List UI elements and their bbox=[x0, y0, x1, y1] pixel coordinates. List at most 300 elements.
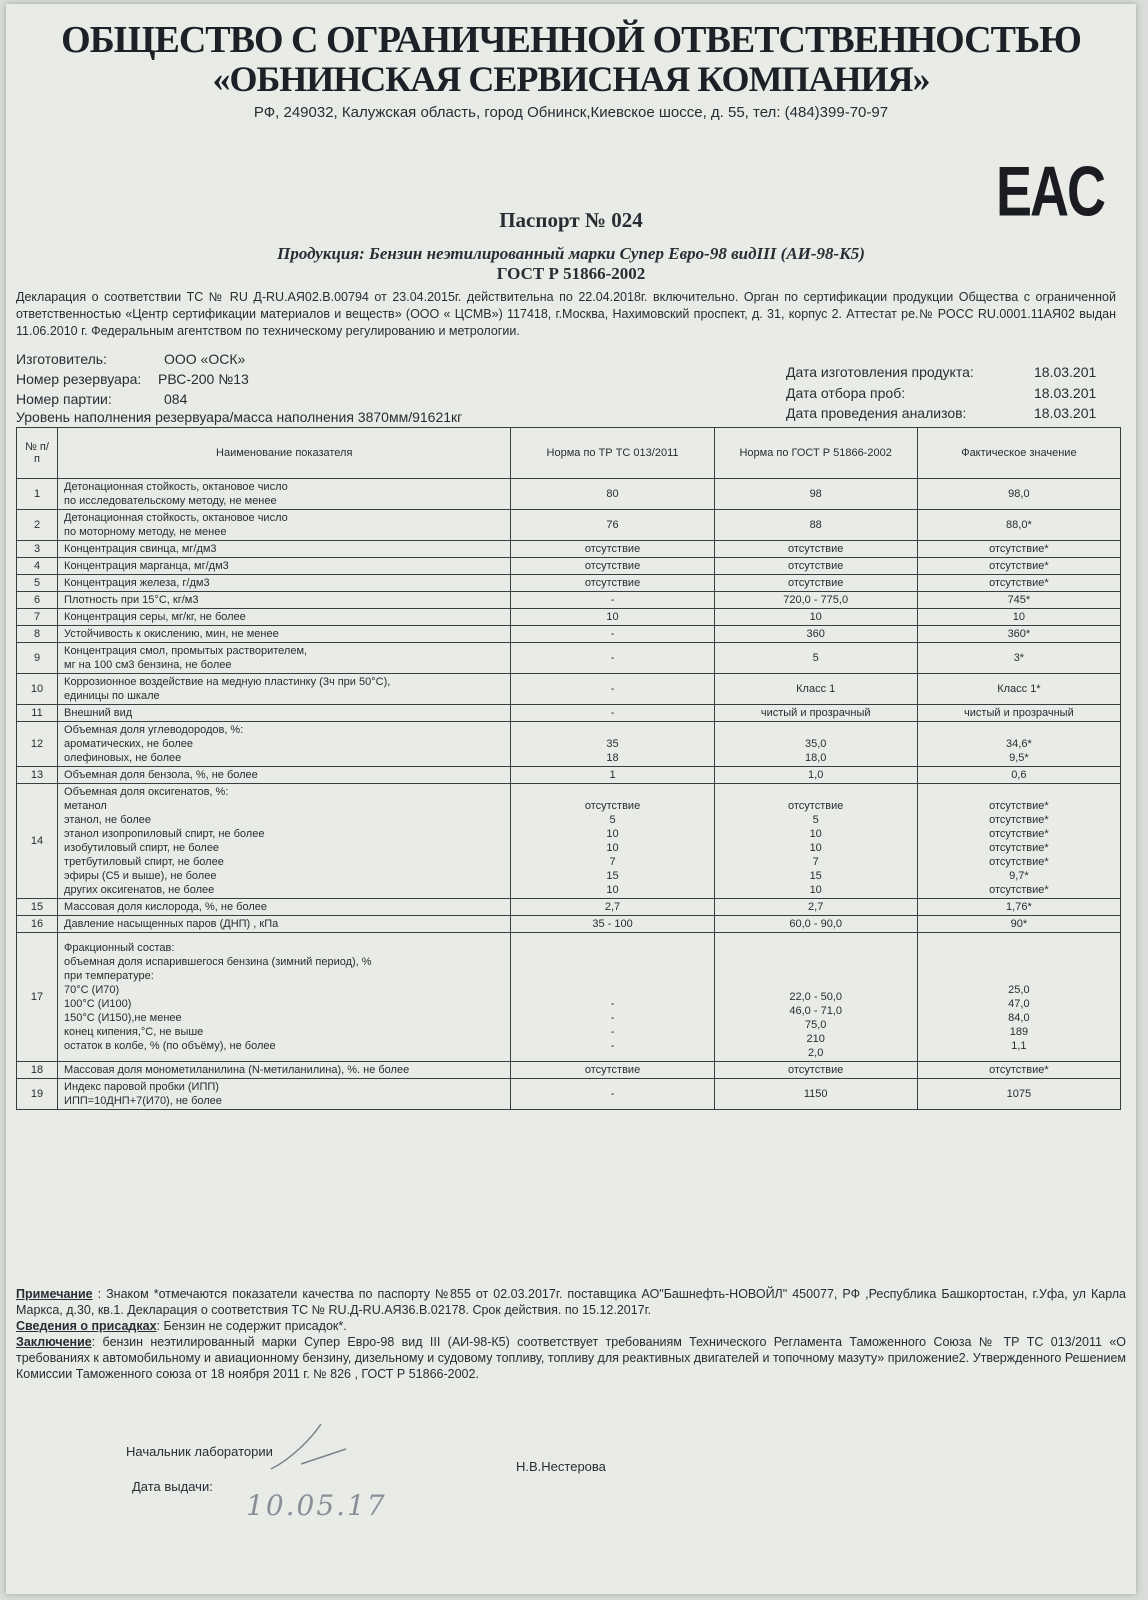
issue-date-label: Дата выдачи: bbox=[132, 1479, 213, 1494]
date-sample-row bbox=[786, 385, 1096, 401]
row-indicator-name-line: Объемная доля бензола, %, не более bbox=[64, 769, 258, 781]
row-norm-gost-line: 10 bbox=[809, 884, 822, 896]
row-actual-value bbox=[917, 705, 1120, 722]
row-norm-tr-line: 76 bbox=[606, 519, 619, 531]
table-row bbox=[17, 1079, 1121, 1110]
row-actual-value bbox=[917, 626, 1120, 643]
table-row bbox=[17, 626, 1121, 643]
row-norm-gost bbox=[714, 899, 917, 916]
row-actual-value-line: Класс 1* bbox=[997, 683, 1041, 695]
row-indicator-name bbox=[58, 899, 511, 916]
conclusion-heading: Заключение bbox=[16, 1335, 92, 1349]
row-norm-gost bbox=[714, 541, 917, 558]
manufacturer-label: Изготовитель: bbox=[16, 351, 107, 367]
product-line: Продукция: Бензин неэтилированный марки Супер Евро-98 видIII (АИ-98-К5) bbox=[277, 244, 865, 263]
batch-label: Номер партии: bbox=[16, 391, 112, 407]
row-norm-tr-line: отсутствие bbox=[584, 577, 641, 589]
row-norm-tr bbox=[511, 510, 714, 541]
note-text: : Знаком *отмечаются показатели качества по паспорту №855 от 02.03.2017г. поставщика АО"Башнефть-НОВОЙЛ" 450077, РФ ,Республика Башкортостан, г.Уфа, ул Карла Маркса, д.30, кв.1. Декларация о соответствия ТС № RU.Д-RU.АЯ36.В.02178. Срок действия. по 15.12.2017г. bbox=[16, 1287, 1126, 1317]
table-row bbox=[17, 916, 1121, 933]
row-actual-value-line bbox=[924, 723, 1114, 737]
row-norm-tr-line: 7 bbox=[609, 856, 616, 868]
row-norm-gost-line: 22,0 - 50,0 bbox=[789, 991, 842, 1003]
row-norm-gost-line: 720,0 - 775,0 bbox=[783, 594, 849, 606]
row-actual-value-line: отсутствие* bbox=[989, 800, 1049, 812]
row-norm-tr-line: - bbox=[610, 683, 615, 695]
row-norm-tr bbox=[511, 592, 714, 609]
row-norm-gost-line: 10 bbox=[809, 611, 822, 623]
table-row bbox=[17, 558, 1121, 575]
row-norm-tr bbox=[511, 1079, 714, 1110]
row-actual-value-line bbox=[924, 969, 1114, 983]
row-norm-gost-line: 2,0 bbox=[808, 1047, 824, 1059]
row-actual-value-line: отсутствие* bbox=[989, 814, 1049, 826]
row-actual-value bbox=[917, 510, 1120, 541]
header-name: Наименование показателя bbox=[58, 428, 511, 479]
row-norm-tr-line: - bbox=[610, 652, 615, 664]
row-number: 18 bbox=[17, 1062, 58, 1079]
row-number: 19 bbox=[17, 1079, 58, 1110]
row-norm-tr-line bbox=[517, 785, 707, 799]
table-row bbox=[17, 784, 1121, 899]
row-actual-value bbox=[917, 609, 1120, 626]
row-norm-gost-line: отсутствие bbox=[788, 800, 844, 812]
manufacturer-row bbox=[16, 351, 245, 367]
row-norm-gost-line: 5 bbox=[812, 814, 819, 826]
row-actual-value-line: 34,6* bbox=[1006, 738, 1032, 750]
row-norm-gost-line bbox=[721, 934, 911, 948]
row-norm-tr bbox=[511, 705, 714, 722]
row-actual-value bbox=[917, 674, 1120, 705]
row-norm-gost-line bbox=[721, 962, 911, 976]
row-actual-value bbox=[917, 1062, 1120, 1079]
row-indicator-name-line: по исследовательскому методу, не менее bbox=[64, 495, 277, 507]
row-norm-tr bbox=[511, 609, 714, 626]
row-actual-value bbox=[917, 643, 1120, 674]
company-name-line2: «ОБНИНСКАЯ СЕРВИСНАЯ КОМПАНИЯ» bbox=[212, 59, 930, 99]
row-indicator-name-line: эфиры (С5 и выше), не более bbox=[64, 870, 217, 882]
row-norm-gost-line: 75,0 bbox=[804, 1019, 827, 1031]
row-actual-value-line: отсутствие* bbox=[989, 1064, 1049, 1076]
row-indicator-name-line: этанол изопропиловый спирт, не более bbox=[64, 828, 265, 840]
company-name-line1: ОБЩЕСТВО С ОГРАНИЧЕННОЙ ОТВЕТСТВЕННОСТЬЮ bbox=[61, 19, 1081, 61]
table-row bbox=[17, 609, 1121, 626]
row-indicator-name-line: по моторному методу, не менее bbox=[64, 526, 227, 538]
quality-table bbox=[16, 427, 1121, 1110]
row-indicator-name-line: Детонационная стойкость, октановое число bbox=[64, 512, 288, 524]
date-made-value: 18.03.201 bbox=[1034, 364, 1097, 380]
row-norm-tr bbox=[511, 626, 714, 643]
row-norm-gost-line: отсутствие bbox=[788, 543, 844, 555]
row-indicator-name-line: ИПП=10ДНП+7(И70), не более bbox=[64, 1095, 222, 1107]
row-norm-tr-line: 10 bbox=[606, 842, 619, 854]
row-norm-tr-line: 10 bbox=[606, 884, 619, 896]
batch-value: 084 bbox=[164, 391, 188, 407]
row-norm-gost bbox=[714, 767, 917, 784]
row-norm-gost bbox=[714, 674, 917, 705]
row-actual-value-line: чистый и прозрачный bbox=[964, 707, 1074, 719]
row-actual-value-line: 0,6 bbox=[1011, 769, 1027, 781]
table-row bbox=[17, 541, 1121, 558]
additive-heading: Сведения о присадках bbox=[16, 1319, 157, 1333]
table-row bbox=[17, 592, 1121, 609]
row-norm-tr bbox=[511, 575, 714, 592]
row-norm-gost bbox=[714, 643, 917, 674]
row-indicator-name-line: Коррозионное воздействие на медную пластинку (3ч при 50°С), bbox=[64, 676, 391, 688]
row-indicator-name-line: других оксигенатов, не более bbox=[64, 884, 215, 896]
row-norm-tr-line bbox=[517, 723, 707, 737]
row-indicator-name-line: Массовая доля монометиланилина (N-метиланилина), %. не более bbox=[64, 1064, 410, 1076]
row-indicator-name-line: Внешний вид bbox=[64, 707, 133, 719]
row-actual-value-line: 98,0 bbox=[1008, 488, 1030, 500]
row-norm-gost-line: 360 bbox=[806, 628, 825, 640]
row-number: 5 bbox=[17, 575, 58, 592]
row-norm-tr-line: 18 bbox=[606, 752, 619, 764]
row-norm-tr bbox=[511, 479, 714, 510]
row-indicator-name-line: Массовая доля кислорода, %, не более bbox=[64, 901, 267, 913]
table-row bbox=[17, 899, 1121, 916]
table-row bbox=[17, 767, 1121, 784]
row-norm-tr bbox=[511, 674, 714, 705]
row-norm-tr-line: 15 bbox=[606, 870, 619, 882]
row-norm-gost-line: 7 bbox=[812, 856, 819, 868]
row-norm-gost bbox=[714, 916, 917, 933]
row-indicator-name bbox=[58, 479, 511, 510]
date-analysis-value: 18.03.201 bbox=[1034, 405, 1097, 421]
row-actual-value-line: 3* bbox=[1013, 652, 1025, 664]
row-norm-gost bbox=[714, 1062, 917, 1079]
row-actual-value bbox=[917, 916, 1120, 933]
row-number: 11 bbox=[17, 705, 58, 722]
table-body bbox=[17, 479, 1121, 1110]
additive-paragraph bbox=[16, 1318, 1126, 1334]
row-indicator-name bbox=[58, 722, 511, 767]
row-actual-value-line: 47,0 bbox=[1008, 998, 1030, 1010]
row-actual-value-line: 25,0 bbox=[1008, 984, 1030, 996]
row-norm-gost-line: 88 bbox=[809, 519, 822, 531]
row-norm-gost-line bbox=[721, 976, 911, 990]
row-norm-gost-line: отсутствие bbox=[788, 577, 844, 589]
row-norm-gost bbox=[714, 479, 917, 510]
row-indicator-name bbox=[58, 592, 511, 609]
row-norm-tr-line: 2,7 bbox=[604, 901, 621, 913]
row-norm-tr-line: отсутствие bbox=[584, 1064, 641, 1076]
row-actual-value bbox=[917, 592, 1120, 609]
row-norm-tr-line bbox=[517, 983, 707, 997]
row-norm-gost-line: 46,0 - 71,0 bbox=[789, 1005, 842, 1017]
row-norm-gost-line: отсутствие bbox=[788, 560, 844, 572]
row-norm-gost-line: 2,7 bbox=[808, 901, 824, 913]
date-analysis-label: Дата проведения анализов: bbox=[786, 405, 967, 421]
lab-head-name: Н.В.Нестерова bbox=[516, 1459, 606, 1474]
row-actual-value-line: отсутствие* bbox=[989, 577, 1049, 589]
row-actual-value-line: 84,0 bbox=[1008, 1012, 1030, 1024]
tank-row bbox=[16, 371, 249, 387]
row-indicator-name-line: 100°С (И100) bbox=[64, 998, 132, 1010]
row-actual-value-line: 1075 bbox=[1006, 1088, 1032, 1100]
row-indicator-name bbox=[58, 609, 511, 626]
row-indicator-name-line: Индекс паровой пробки (ИПП) bbox=[64, 1081, 219, 1093]
row-norm-gost bbox=[714, 722, 917, 767]
row-indicator-name-line: остаток в колбе, % (по объёму), не более bbox=[64, 1040, 276, 1052]
row-norm-tr-line: - bbox=[610, 1012, 615, 1024]
date-made-label: Дата изготовления продукта: bbox=[786, 364, 974, 380]
row-indicator-name-line: Концентрация свинца, мг/дм3 bbox=[64, 543, 217, 555]
row-norm-gost bbox=[714, 1079, 917, 1110]
row-norm-gost-line: 10 bbox=[809, 828, 822, 840]
row-actual-value-line: 90* bbox=[1010, 918, 1028, 930]
row-norm-tr bbox=[511, 541, 714, 558]
tank-label: Номер резервуара: bbox=[16, 371, 142, 387]
table-row bbox=[17, 705, 1121, 722]
notes-block bbox=[16, 1286, 1126, 1382]
row-actual-value-line: 10 bbox=[1012, 611, 1026, 623]
declaration-text: Декларация о соответствии ТС № RU Д-RU.АЯ02.В.00794 от 23.04.2015г. действительна по 22.04.2018г. включительно. Орган по сертификации продукции Общества с ограниченной ответственностью «Центр сертификации материалов и веществ» (ООО « ЦСМВ») 117418, г.Москва, Нахимовский проспект, д. 31, корпус 2. Аттестат ре.№ РОСС RU.0001.11АЯ02 выдан 11.06.2010 г. Федеральным агентством по техническому регулированию и метрологии. bbox=[16, 290, 1116, 338]
row-norm-tr-line: отсутствие bbox=[584, 543, 641, 555]
row-norm-tr-line: 80 bbox=[606, 488, 619, 500]
passport-sheet bbox=[6, 4, 1136, 1594]
row-norm-tr-line: 5 bbox=[609, 814, 616, 826]
conclusion-paragraph bbox=[16, 1334, 1126, 1382]
batch-row bbox=[16, 391, 187, 407]
row-norm-tr-line: 10 bbox=[606, 828, 619, 840]
row-norm-tr-line: 1 bbox=[609, 769, 616, 781]
row-norm-tr-line: - bbox=[610, 1088, 615, 1100]
row-actual-value-line: отсутствие* bbox=[989, 828, 1049, 840]
row-indicator-name-line: Объемная доля углеводородов, %: bbox=[64, 724, 244, 736]
row-actual-value-line: 9,7* bbox=[1009, 870, 1029, 882]
row-indicator-name bbox=[58, 643, 511, 674]
row-indicator-name bbox=[58, 933, 511, 1062]
row-norm-tr bbox=[511, 558, 714, 575]
header-num: № п/п bbox=[17, 428, 58, 479]
row-actual-value bbox=[917, 933, 1120, 1062]
row-number: 17 bbox=[17, 933, 58, 1062]
row-actual-value-line: 189 bbox=[1009, 1026, 1029, 1038]
row-actual-value-line: 88,0* bbox=[1006, 519, 1032, 531]
row-norm-tr-line: - bbox=[610, 594, 615, 606]
row-norm-tr bbox=[511, 1062, 714, 1079]
row-indicator-name bbox=[58, 541, 511, 558]
row-norm-tr-line: - bbox=[610, 1040, 615, 1052]
row-norm-tr-line: - bbox=[610, 1026, 615, 1038]
row-norm-gost bbox=[714, 784, 917, 899]
row-norm-gost-line bbox=[721, 723, 911, 737]
row-norm-gost-line: 1,0 bbox=[808, 769, 824, 781]
row-indicator-name bbox=[58, 767, 511, 784]
row-actual-value bbox=[917, 541, 1120, 558]
table-row bbox=[17, 674, 1121, 705]
row-number: 3 bbox=[17, 541, 58, 558]
row-norm-gost bbox=[714, 558, 917, 575]
table-row bbox=[17, 722, 1121, 767]
row-indicator-name bbox=[58, 674, 511, 705]
row-norm-tr-line: отсутствие bbox=[584, 800, 641, 812]
row-norm-gost bbox=[714, 510, 917, 541]
row-number: 8 bbox=[17, 626, 58, 643]
row-actual-value-line: 1,1 bbox=[1011, 1040, 1027, 1052]
row-norm-tr-line: 35 - 100 bbox=[592, 918, 633, 930]
row-indicator-name-line: 150°С (И150),не менее bbox=[64, 1012, 182, 1024]
header-actual: Фактическое значение bbox=[917, 428, 1120, 479]
row-actual-value bbox=[917, 899, 1120, 916]
row-indicator-name bbox=[58, 1079, 511, 1110]
table-row bbox=[17, 510, 1121, 541]
lab-head-label: Начальник лаборатории bbox=[126, 1444, 273, 1459]
row-actual-value-line: 360* bbox=[1007, 628, 1031, 640]
row-norm-gost-line: 10 bbox=[809, 842, 822, 854]
row-indicator-name-line: ароматических, не более bbox=[64, 738, 194, 750]
row-number: 12 bbox=[17, 722, 58, 767]
row-norm-gost-line: 5 bbox=[812, 652, 819, 664]
row-norm-gost bbox=[714, 705, 917, 722]
manufacturer-value: ООО «ОСК» bbox=[164, 351, 246, 367]
row-norm-gost bbox=[714, 626, 917, 643]
conclusion-text: : бензин неэтилированный марки Супер Евро-98 вид III (АИ-98-К5) соответствует требованиям Технического Регламента Таможенного Союза № ТР ТС 013/2011 «О требованиях к автомобильному и авиационному бензину, дизельному и судовому топливу, топливу для реактивных двигателей и топочному мазуту» приложение2. Утвержденного Решением Комиссии Таможенного союза от 18 ноября 2011 г. № 826 , ГОСТ Р 51866-2002. bbox=[16, 1335, 1126, 1381]
row-norm-gost-line: Класс 1 bbox=[796, 683, 836, 695]
row-norm-gost-line bbox=[721, 948, 911, 962]
row-indicator-name-line: единицы по шкале bbox=[64, 690, 160, 702]
date-made-row bbox=[786, 364, 1096, 380]
row-number: 9 bbox=[17, 643, 58, 674]
row-norm-gost bbox=[714, 575, 917, 592]
row-indicator-name-line: объемная доля испарившегося бензина (зимний период), % bbox=[64, 956, 372, 968]
row-norm-tr bbox=[511, 784, 714, 899]
row-norm-tr bbox=[511, 916, 714, 933]
row-indicator-name-line: Детонационная стойкость, октановое число bbox=[64, 481, 288, 493]
row-indicator-name bbox=[58, 575, 511, 592]
row-actual-value-line: 9,5* bbox=[1009, 752, 1029, 764]
row-actual-value-line bbox=[924, 941, 1114, 955]
table-header-row bbox=[17, 428, 1121, 479]
row-number: 7 bbox=[17, 609, 58, 626]
row-indicator-name-line: Давление насыщенных паров (ДНП) , кПа bbox=[64, 918, 279, 930]
row-number: 1 bbox=[17, 479, 58, 510]
row-indicator-name-line: мг на 100 см3 бензина, не более bbox=[64, 659, 232, 671]
row-actual-value bbox=[917, 575, 1120, 592]
row-actual-value-line: 1,76* bbox=[1006, 901, 1032, 913]
table-row bbox=[17, 643, 1121, 674]
note-heading: Примечание bbox=[16, 1287, 93, 1301]
table-row bbox=[17, 1062, 1121, 1079]
row-number: 10 bbox=[17, 674, 58, 705]
row-indicator-name-line: Фракционный состав: bbox=[64, 942, 175, 954]
row-indicator-name bbox=[58, 626, 511, 643]
header-norm-gost: Норма по ГОСТ Р 51866-2002 bbox=[714, 428, 917, 479]
signature-scribble bbox=[261, 1419, 351, 1479]
row-indicator-name bbox=[58, 558, 511, 575]
date-sample-label: Дата отбора проб: bbox=[786, 385, 906, 401]
row-norm-gost bbox=[714, 933, 917, 1062]
row-norm-gost-line: 210 bbox=[806, 1033, 825, 1045]
row-norm-gost bbox=[714, 609, 917, 626]
row-number: 16 bbox=[17, 916, 58, 933]
row-norm-tr bbox=[511, 722, 714, 767]
table-row bbox=[17, 575, 1121, 592]
row-indicator-name bbox=[58, 1062, 511, 1079]
date-sample-value: 18.03.201 bbox=[1034, 385, 1097, 401]
row-indicator-name-line: Концентрация марганца, мг/дм3 bbox=[64, 560, 229, 572]
row-norm-tr bbox=[511, 899, 714, 916]
row-actual-value bbox=[917, 767, 1120, 784]
row-actual-value bbox=[917, 722, 1120, 767]
table-row bbox=[17, 933, 1121, 1062]
row-norm-tr bbox=[511, 643, 714, 674]
row-indicator-name bbox=[58, 705, 511, 722]
row-indicator-name-line: третбутиловый спирт, не более bbox=[64, 856, 224, 868]
row-actual-value-line: отсутствие* bbox=[989, 560, 1049, 572]
note-paragraph bbox=[16, 1286, 1126, 1318]
row-actual-value-line: отсутствие* bbox=[989, 884, 1049, 896]
row-actual-value-line bbox=[924, 785, 1114, 799]
row-indicator-name-line: конец кипения,°С, не выше bbox=[64, 1026, 204, 1038]
row-number: 4 bbox=[17, 558, 58, 575]
row-indicator-name-line: Концентрация серы, мг/кг, не более bbox=[64, 611, 246, 623]
row-indicator-name-line: Объемная доля оксигенатов, %: bbox=[64, 786, 229, 798]
row-norm-gost bbox=[714, 592, 917, 609]
row-norm-gost-line: отсутствие bbox=[788, 1064, 844, 1076]
row-indicator-name-line: этанол, не более bbox=[64, 814, 151, 826]
row-norm-tr-line bbox=[517, 969, 707, 983]
row-norm-tr bbox=[511, 933, 714, 1062]
row-actual-value-line bbox=[924, 955, 1114, 969]
row-actual-value-line: отсутствие* bbox=[989, 856, 1049, 868]
row-actual-value bbox=[917, 1079, 1120, 1110]
row-indicator-name-line: при температуре: bbox=[64, 970, 154, 982]
row-norm-gost-line: чистый и прозрачный bbox=[760, 707, 871, 719]
row-indicator-name-line: метанол bbox=[64, 800, 107, 812]
additive-text: : Бензин не содержит присадок*. bbox=[156, 1319, 347, 1333]
row-norm-tr bbox=[511, 767, 714, 784]
row-norm-tr-line: 10 bbox=[606, 611, 619, 623]
row-norm-tr-line: отсутствие bbox=[584, 560, 641, 572]
row-indicator-name-line: 70°С (И70) bbox=[64, 984, 120, 996]
row-actual-value-line: 745* bbox=[1007, 594, 1031, 606]
row-norm-tr-line bbox=[517, 941, 707, 955]
row-norm-gost-line: 1150 bbox=[803, 1088, 828, 1100]
row-norm-gost-line: 35,0 bbox=[804, 738, 827, 750]
row-norm-tr-line: - bbox=[610, 628, 615, 640]
tank-value: РВС-200 №13 bbox=[158, 371, 249, 387]
date-analysis-row bbox=[786, 405, 1096, 421]
row-indicator-name-line: Концентрация смол, промытых растворителем, bbox=[64, 645, 308, 657]
row-actual-value-line: отсутствие* bbox=[989, 842, 1049, 854]
eac-logo: EAC bbox=[996, 153, 1105, 232]
gost-line: ГОСТ Р 51866-2002 bbox=[496, 264, 646, 283]
row-indicator-name-line: Концентрация железа, г/дм3 bbox=[64, 577, 210, 589]
row-norm-gost-line: 98 bbox=[809, 488, 822, 500]
row-actual-value bbox=[917, 479, 1120, 510]
passport-title: Паспорт № 024 bbox=[499, 208, 643, 232]
row-norm-tr-line: - bbox=[610, 707, 615, 719]
row-norm-tr-line: 35 bbox=[606, 738, 619, 750]
row-actual-value bbox=[917, 558, 1120, 575]
row-actual-value bbox=[917, 784, 1120, 899]
row-number: 15 bbox=[17, 899, 58, 916]
header-norm-tr: Норма по ТР ТС 013/2011 bbox=[511, 428, 714, 479]
row-actual-value-line: отсутствие* bbox=[989, 543, 1049, 555]
issue-date-handwritten: 10.05.17 bbox=[246, 1489, 387, 1522]
row-norm-gost-line: 15 bbox=[809, 870, 822, 882]
fill-level: Уровень наполнения резервуара/масса наполнения 3870мм/91621кг bbox=[16, 409, 463, 425]
company-address: РФ, 249032, Калужская область, город Обнинск,Киевское шоссе, д. 55, тел: (484)399-70-97 bbox=[253, 104, 889, 121]
table-row bbox=[17, 479, 1121, 510]
row-indicator-name-line: изобутиловый спирт, не более bbox=[64, 842, 220, 854]
row-indicator-name-line: олефиновых, не более bbox=[64, 752, 182, 764]
row-norm-tr-line bbox=[517, 955, 707, 969]
row-norm-gost-line: 60,0 - 90,0 bbox=[789, 918, 842, 930]
row-number: 13 bbox=[17, 767, 58, 784]
